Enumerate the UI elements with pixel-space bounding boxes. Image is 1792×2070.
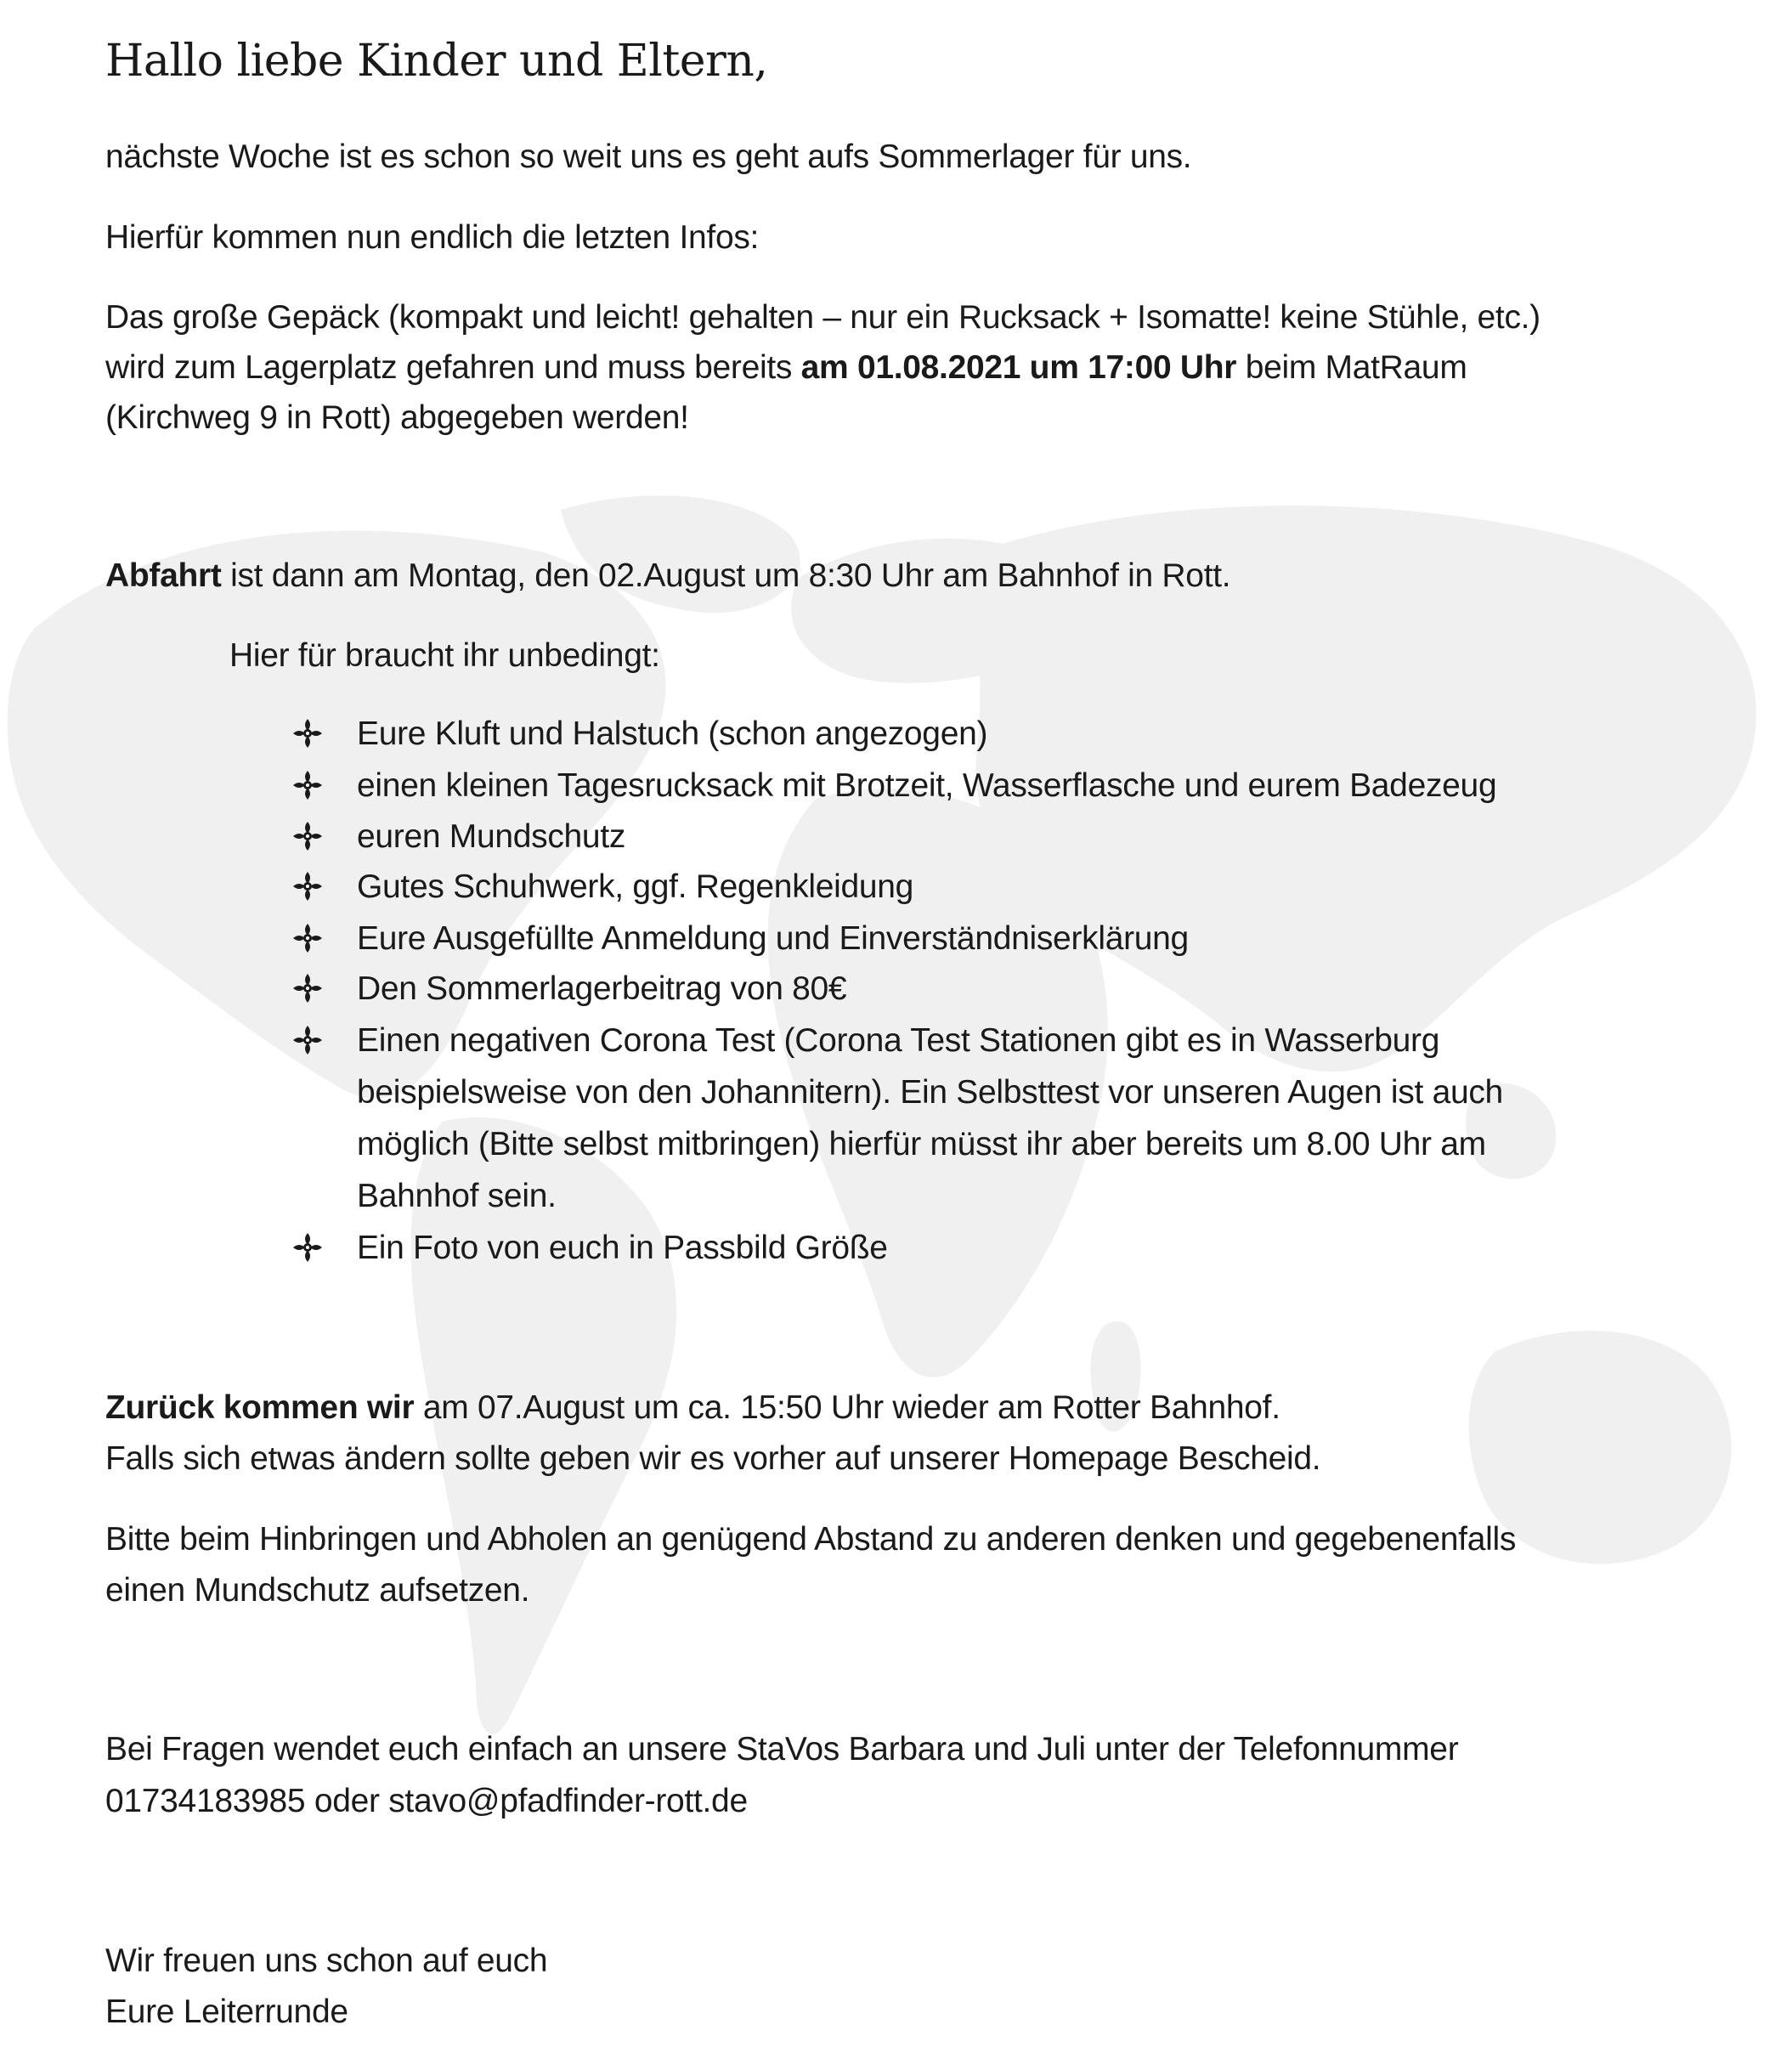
checklist-item-continued: beispielsweise von den Johannitern). Ein Selbsttest vor unseren Augen ist auch: [357, 1074, 1503, 1111]
luggage-deadline: am 01.08.2021 um 17:00 Uhr: [800, 349, 1237, 386]
checklist-item: Den Sommerlagerbeitrag von 80€: [357, 970, 847, 1007]
checklist-item-continued: Bahnhof sein.: [357, 1178, 557, 1214]
checklist-item: Gutes Schuhwerk, ggf. Regenkleidung: [357, 868, 914, 905]
luggage-line-3: (Kirchweg 9 in Rott) abgegeben werden!: [105, 399, 689, 436]
scout-lily-bullet-icon: [291, 869, 325, 903]
scout-lily-bullet-icon: [291, 1023, 325, 1057]
distance-line-1: Bitte beim Hinbringen und Abholen an genügend Abstand zu anderen denken und gegebenenfalls: [105, 1521, 1517, 1558]
homepage-note: Falls sich etwas ändern sollte geben wir es vorher auf unserer Homepage Bescheid.: [105, 1440, 1321, 1477]
checklist-item: Ein Foto von euch in Passbild Größe: [357, 1230, 888, 1266]
closing-line-1: Wir freuen uns schon auf euch: [105, 1943, 548, 1979]
return-line: Zurück kommen wir am 07.August um ca. 15:50 Uhr wieder am Rotter Bahnhof.: [105, 1389, 1280, 1426]
return-label: Zurück kommen wir: [105, 1389, 415, 1426]
scout-lily-bullet-icon: [291, 921, 325, 955]
signature: Eure Leiterrunde: [105, 1994, 348, 2030]
contact-line-1: Bei Fragen wendet euch einfach an unsere StaVos Barbara und Juli unter der Telefonnummer: [105, 1731, 1459, 1767]
greeting: Hallo liebe Kinder und Eltern,: [105, 36, 768, 87]
luggage-line-2: wird zum Lagerplatz gefahren und muss bereits am 01.08.2021 um 17:00 Uhr beim MatRaum: [105, 349, 1467, 386]
checklist-item: Eure Ausgefüllte Anmeldung und Einverständniserklärung: [357, 920, 1189, 957]
checklist-item: Eure Kluft und Halstuch (schon angezogen): [357, 715, 988, 752]
contact-line-2: 01734183985 oder stavo@pfadfinder-rott.de: [105, 1783, 748, 1819]
scout-lily-bullet-icon: [291, 819, 325, 853]
checklist-intro: Hier für braucht ihr unbedingt:: [229, 637, 660, 674]
scout-lily-bullet-icon: [291, 971, 325, 1005]
departure-line: Abfahrt ist dann am Montag, den 02.August um 8:30 Uhr am Bahnhof in Rott.: [105, 557, 1231, 594]
scout-lily-bullet-icon: [291, 768, 325, 802]
scout-lily-bullet-icon: [291, 1230, 325, 1264]
checklist-item: einen kleinen Tagesrucksack mit Brotzeit, Wasserflasche und eurem Badezeug: [357, 767, 1497, 804]
distance-line-2: einen Mundschutz aufsetzen.: [105, 1572, 530, 1609]
checklist-item-continued: möglich (Bitte selbst mitbringen) hierfür müsst ihr aber bereits um 8.00 Uhr am: [357, 1126, 1486, 1162]
checklist-item: euren Mundschutz: [357, 818, 626, 855]
scout-lily-bullet-icon: [291, 716, 325, 750]
luggage-line-1: Das große Gepäck (kompakt und leicht! gehalten – nur ein Rucksack + Isomatte! keine Stühle, etc.): [105, 299, 1540, 336]
intro-text: nächste Woche ist es schon so weit uns es geht aufs Sommerlager für uns.: [105, 139, 1192, 175]
infos-intro: Hierfür kommen nun endlich die letzten Infos:: [105, 219, 760, 256]
checklist-item: Einen negativen Corona Test (Corona Test Stationen gibt es in Wasserburg: [357, 1022, 1440, 1059]
departure-label: Abfahrt: [105, 557, 222, 594]
